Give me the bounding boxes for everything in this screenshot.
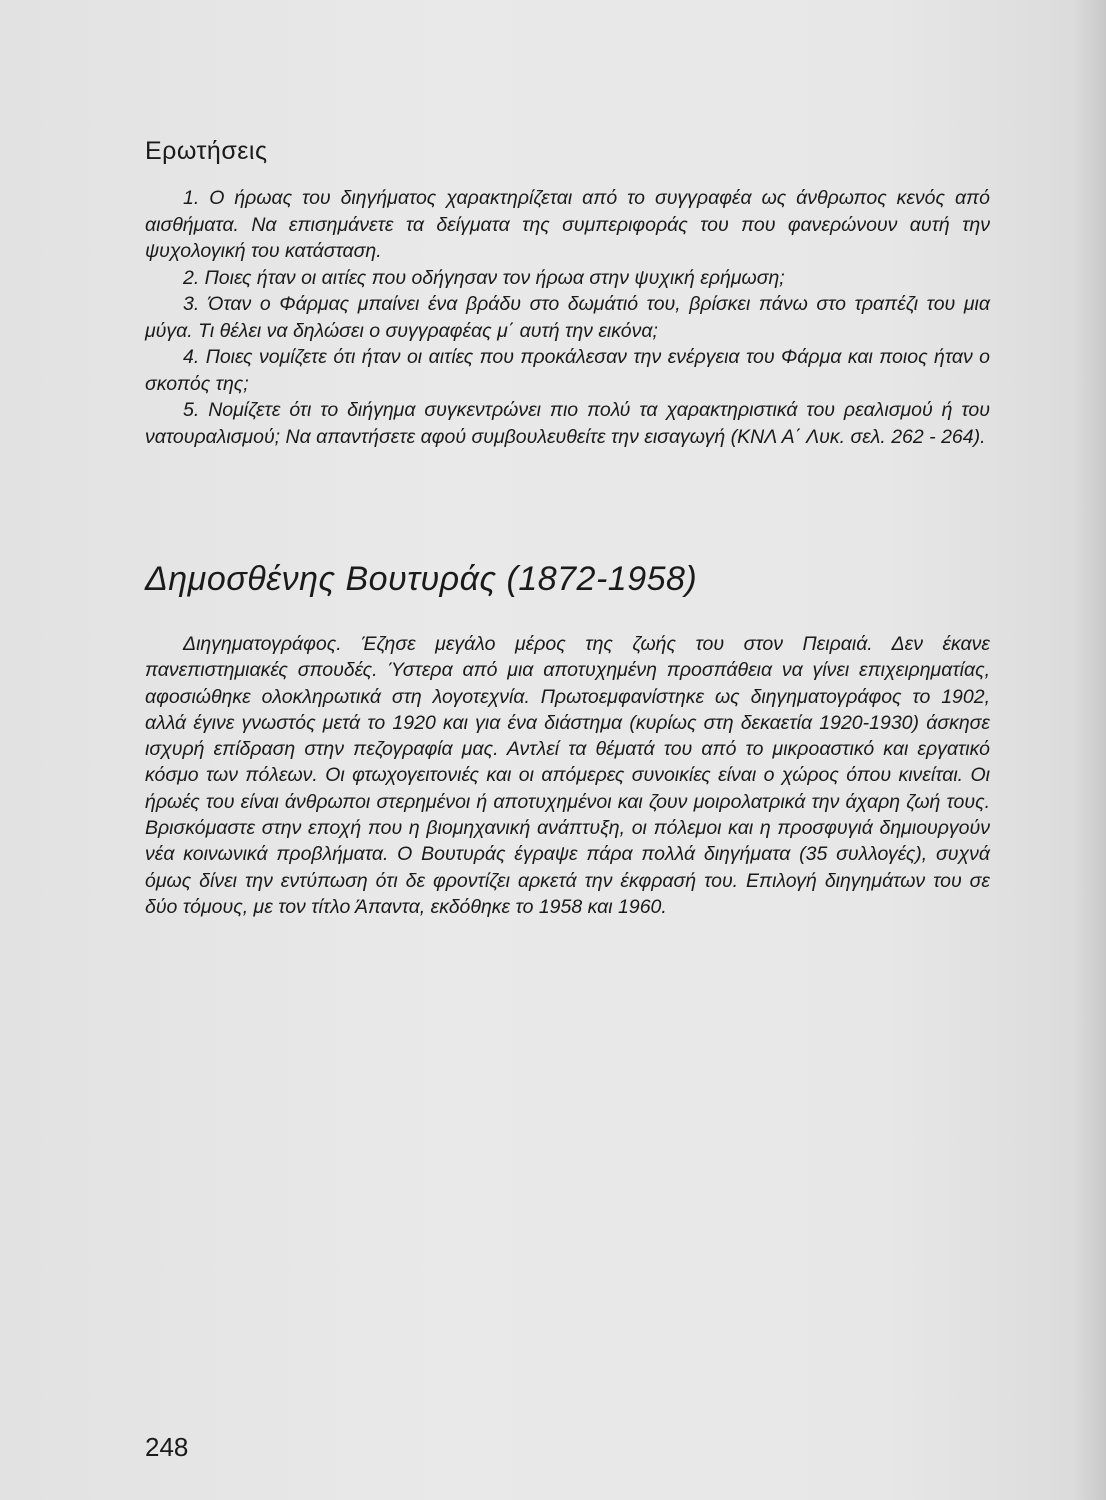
question-item: 5. Νομίζετε ότι το διήγημα συγκεντρώνει πιο πολύ τα χαρακτηριστικά του ρεαλισμού ή του νατουραλισμού; Να απαντήσετε αφού συμβουλευθείτε την εισαγωγή (ΚΝΛ Α΄ Λυκ. σελ. 262 - 264).	[145, 399, 990, 448]
question-item: 3. Όταν ο Φάρμας μπαίνει ένα βράδυ στο δωμάτιό του, βρίσκει πάνω στο τραπέζι του μια μύγα. Τι θέλει να δηλώσει ο συγγραφέας μ΄ αυτή την εικόνα;	[145, 293, 990, 342]
question-item: 4. Ποιες νομίζετε ότι ήταν οι αιτίες που προκάλεσαν την ενέργεια του Φάρμα και ποιος ήταν ο σκοπός της;	[145, 346, 990, 395]
page-number: 248	[145, 1432, 189, 1462]
question-item: 1. Ο ήρωας του διηγήματος χαρακτηρίζεται από το συγγραφέα ως άνθρωπος κενός από αισθήματα. Να επισημάνετε τα δείγματα της συμπεριφοράς του που φανερώνουν αυτή την ψυχολογική του κατάσταση.	[145, 187, 990, 262]
questions-list	[145, 185, 990, 450]
question-item: 2. Ποιες ήταν οι αιτίες που οδήγησαν τον ήρωα στην ψυχική ερήμωση;	[183, 266, 785, 289]
author-heading: Δημοσθένης Βουτυράς (1872-1958)	[145, 560, 698, 598]
questions-heading: Ερωτήσεις	[145, 137, 268, 165]
author-biography: Διηγηματογράφος. Έζησε μεγάλο μέρος της ζωής του στον Πειραιά. Δεν έκανε πανεπιστημιακές σπουδές. Ύστερα από μια αποτυχημένη προσπάθεια να γίνει επιχειρηματίας, αφοσιώθηκε ολοκληρωτικά στη λογοτεχνία. Πρωτοεμφανίστηκε ως διηγηματογράφος το 1902, αλλά έγινε γνωστός μετά το 1920 και για ένα διάστημα (κυρίως στη δεκαετία 1920-1930) άσκησε ισχυρή επίδραση στην πεζογραφία μας. Αντλεί τα θέματά του από το μικροαστικό και εργατικό κόσμο των πόλεων. Οι φτωχογειτονιές και οι απόμερες συνοικίες είναι ο χώρος όπου κινείται. Οι ήρωές του είναι άνθρωποι στερημένοι ή αποτυχημένοι και ζουν μοιρολατρικά την άχαρη ζωή τους. Βρισκόμαστε στην εποχή που η βιομηχανική ανάπτυξη, οι πόλεμοι και η προσφυγιά δημιουργούν νέα κοινωνικά προβλήματα. Ο Βουτυράς έγραψε πάρα πολλά διηγήματα (35 συλλογές), συχνά όμως δίνει την εντύπωση ότι δε φροντίζει αρκετά την έκφρασή του. Επιλογή διηγημάτων του σε δύο τόμους, με τον τίτλο Άπαντα, εκδόθηκε το 1958 και 1960.	[145, 633, 990, 918]
